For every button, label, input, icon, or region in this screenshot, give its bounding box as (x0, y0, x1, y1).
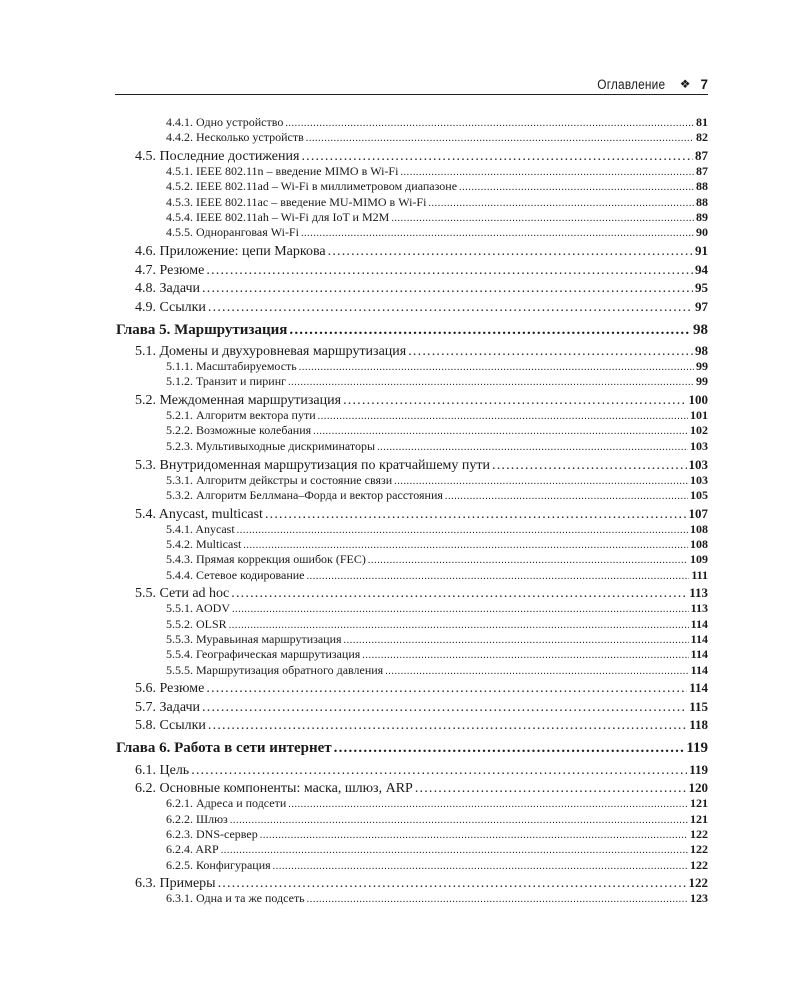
toc-entry-page: 120 (688, 780, 708, 796)
toc-entry-title: 4.4.2. Несколько устройств (166, 130, 304, 145)
toc-entry-page: 113 (689, 585, 708, 601)
dot-leader (428, 196, 694, 210)
toc-entry-page: 99 (696, 374, 708, 389)
dot-leader (408, 344, 693, 359)
toc-subsection-entry[interactable] (116, 130, 708, 145)
toc-entry-title: 4.6. Приложение: цепи Маркова (135, 244, 326, 260)
toc-subsection-entry[interactable] (116, 796, 708, 811)
toc-section-entry[interactable] (116, 699, 708, 715)
dot-leader (391, 211, 694, 225)
toc-entry-title: 6.1. Цель (135, 762, 190, 778)
toc-entry-title: 4.9. Ссылки (135, 299, 206, 315)
toc-entry-page: 99 (696, 359, 708, 374)
dot-leader (318, 409, 688, 423)
toc-subsection-entry[interactable] (116, 225, 708, 240)
toc-entry-page: 88 (696, 179, 708, 194)
toc-entry-title: 5.5. Сети ad hoc (135, 586, 230, 602)
toc-entry-page: 123 (690, 891, 708, 906)
toc-entry-page: 103 (690, 438, 708, 453)
dot-leader (307, 569, 690, 583)
running-header (115, 74, 708, 95)
toc-entry-title: 4.7. Резюме (135, 262, 205, 278)
table-of-contents (116, 115, 708, 907)
toc-entry-title: 6.2.1. Адреса и подсети (166, 796, 287, 811)
toc-entry-title: Глава 5. Маршрутизация (116, 321, 288, 338)
toc-entry-page: 101 (690, 408, 708, 423)
toc-entry-title: 6.2.2. Шлюз (166, 811, 228, 826)
toc-entry-title: 6.3. Примеры (135, 876, 216, 892)
toc-entry-page: 82 (696, 130, 708, 145)
toc-entry-title: 5.2.3. Мультивыходные дискриминаторы (166, 438, 376, 453)
toc-entry-title: 5.6. Резюме (135, 681, 205, 697)
toc-subsection-entry[interactable] (116, 210, 708, 225)
toc-subsection-entry[interactable] (116, 522, 708, 537)
toc-entry-title: 6.2. Основные компоненты: маска, шлюз, ARP (135, 781, 413, 797)
toc-section-entry[interactable] (116, 262, 708, 278)
toc-entry-title: 4.5.2. IEEE 802.11ad – Wi-Fi в миллиметровом диапазоне (166, 179, 458, 194)
toc-entry-page: 81 (696, 115, 708, 129)
toc-subsection-entry[interactable] (116, 891, 708, 906)
toc-entry-page: 108 (690, 536, 708, 551)
toc-entry-title: 5.2.2. Возможные колебания (166, 423, 312, 438)
dot-leader (285, 116, 694, 130)
toc-subsection-entry[interactable] (116, 601, 708, 616)
toc-entry-title: 5.2. Междоменная маршрутизация (135, 393, 342, 409)
dot-leader (492, 458, 687, 473)
dot-leader (202, 700, 687, 715)
toc-entry-page: 98 (695, 343, 708, 359)
toc-entry-title: 6.3.1. Одна и та же подсеть (166, 891, 305, 906)
dot-leader (208, 718, 687, 733)
toc-entry-title: 5.3.1. Алгоритм дейкстры и состояние связи (166, 472, 393, 487)
dot-leader (385, 664, 688, 678)
dot-leader (289, 319, 691, 341)
toc-entry-page: 87 (696, 164, 708, 179)
toc-entry-title: 4.8. Задачи (135, 281, 201, 297)
dot-leader (306, 131, 694, 145)
dot-leader (265, 507, 687, 522)
dot-leader (362, 648, 688, 662)
toc-entry-page: 119 (689, 761, 708, 777)
ornament-icon: ❖ (679, 77, 691, 91)
toc-entry-title: 5.5.5. Маршрутизация обратного давления (166, 662, 384, 677)
toc-section-entry[interactable] (116, 299, 708, 315)
toc-entry-page: 94 (695, 261, 708, 277)
toc-subsection-entry[interactable] (116, 195, 708, 210)
toc-entry-page: 114 (689, 680, 708, 696)
dot-leader (206, 681, 687, 696)
toc-chapter-entry[interactable] (116, 737, 708, 759)
toc-entry-page: 115 (689, 698, 708, 714)
toc-section-entry[interactable] (116, 392, 708, 408)
toc-entry-page: 118 (689, 717, 708, 733)
toc-section-entry[interactable] (116, 506, 708, 522)
dot-leader (368, 553, 688, 567)
dot-leader (232, 602, 689, 616)
dot-leader (243, 538, 688, 552)
toc-entry-title: 5.1.1. Масштабируемость (166, 359, 297, 374)
toc-subsection-entry[interactable] (116, 423, 708, 438)
toc-subsection-entry[interactable] (116, 663, 708, 678)
dot-leader (415, 781, 687, 796)
toc-entry-title: 5.4.2. Multicast (166, 536, 242, 551)
toc-entry-page: 121 (690, 796, 708, 811)
toc-subsection-entry[interactable] (116, 812, 708, 827)
toc-subsection-entry[interactable] (116, 568, 708, 583)
toc-subsection-entry[interactable] (116, 842, 708, 857)
dot-leader (221, 843, 688, 857)
toc-subsection-entry[interactable] (116, 115, 708, 130)
toc-entry-page: 91 (695, 243, 708, 259)
toc-entry-page: 122 (690, 826, 708, 841)
dot-leader (208, 300, 693, 315)
page-number: 7 (700, 76, 708, 92)
running-header-title: Оглавление (597, 76, 666, 92)
toc-entry-page: 122 (688, 875, 708, 891)
toc-entry-title: 5.7. Задачи (135, 699, 201, 715)
dot-leader (313, 424, 688, 438)
toc-entry-title: 5.8. Ссылки (135, 718, 206, 734)
dot-leader (229, 618, 689, 632)
toc-entry-title: 4.5.5. Одноранговая Wi-Fi (166, 225, 299, 240)
toc-subsection-entry[interactable] (116, 647, 708, 662)
toc-chapter-entry[interactable] (116, 319, 708, 341)
toc-entry-title: 5.4.4. Сетевое кодирование (166, 567, 305, 582)
toc-subsection-entry[interactable] (116, 827, 708, 842)
toc-section-entry[interactable] (116, 280, 708, 296)
toc-subsection-entry[interactable] (116, 164, 708, 179)
toc-section-entry[interactable] (116, 343, 708, 359)
dot-leader (344, 633, 689, 647)
dot-leader (301, 149, 693, 164)
toc-entry-page: 102 (690, 423, 708, 438)
toc-subsection-entry[interactable] (116, 552, 708, 567)
toc-entry-page: 108 (690, 521, 708, 536)
toc-entry-page: 88 (696, 194, 708, 209)
toc-subsection-entry[interactable] (116, 473, 708, 488)
toc-entry-page: 87 (695, 148, 708, 164)
toc-entry-title: 5.4.1. Anycast (166, 521, 235, 536)
dot-leader (301, 226, 694, 240)
toc-entry-page: 122 (690, 842, 708, 857)
toc-entry-page: 113 (690, 601, 708, 616)
toc-entry-title: 4.4.1. Одно устройство (166, 115, 284, 129)
dot-leader (191, 763, 687, 778)
dot-leader (237, 523, 688, 537)
toc-entry-title: 6.2.4. ARP (166, 842, 219, 857)
dot-leader (377, 440, 688, 454)
toc-entry-title: 5.4.3. Прямая коррекция ошибок (FEC) (166, 552, 366, 567)
toc-subsection-entry[interactable] (116, 408, 708, 423)
dot-leader (400, 165, 694, 179)
toc-entry-title: 5.5.2. OLSR (166, 616, 227, 631)
dot-leader (288, 797, 688, 811)
dot-leader (307, 892, 688, 906)
toc-subsection-entry[interactable] (116, 359, 708, 374)
toc-subsection-entry[interactable] (116, 858, 708, 873)
toc-entry-title: 4.5.1. IEEE 802.11n – введение MIMO в Wi-Fi (166, 164, 399, 179)
dot-leader (202, 281, 693, 296)
toc-entry-title: 5.2.1. Алгоритм вектора пути (166, 408, 316, 423)
dot-leader (288, 375, 694, 389)
toc-entry-page: 121 (690, 811, 708, 826)
toc-entry-page: 100 (688, 392, 708, 408)
toc-subsection-entry[interactable] (116, 632, 708, 647)
dot-leader (218, 876, 687, 891)
toc-entry-page: 114 (690, 647, 708, 662)
toc-subsection-entry[interactable] (116, 537, 708, 552)
toc-section-entry[interactable] (116, 243, 708, 259)
toc-entry-title: 5.5.3. Муравьиная маршрутизация (166, 631, 342, 646)
toc-entry-title: 6.2.3. DNS-сервер (166, 826, 258, 841)
toc-entry-page: 122 (690, 857, 708, 872)
toc-entry-title: 4.5. Последние достижения (135, 149, 300, 165)
dot-leader (273, 859, 688, 873)
dot-leader (206, 263, 693, 278)
dot-leader (231, 586, 687, 601)
toc-subsection-entry[interactable] (116, 617, 708, 632)
toc-entry-title: 4.5.4. IEEE 802.11ah – Wi-Fi для IoT и M2M (166, 209, 390, 224)
toc-section-entry[interactable] (116, 148, 708, 164)
toc-entry-page: 103 (690, 472, 708, 487)
toc-entry-title: 6.2.5. Конфигурация (166, 857, 271, 872)
dot-leader (459, 180, 694, 194)
toc-entry-title: 5.1.2. Транзит и пиринг (166, 374, 287, 389)
toc-entry-page: 98 (693, 321, 708, 338)
toc-entry-page: 95 (695, 280, 708, 296)
dot-leader (260, 828, 688, 842)
toc-entry-title: 5.4. Anycast, multicast (135, 506, 263, 522)
toc-entry-page: 97 (695, 298, 708, 314)
toc-entry-title: 5.3.2. Алгоритм Беллмана–Форда и вектор расстояния (166, 487, 443, 502)
toc-section-entry[interactable] (116, 762, 708, 778)
toc-entry-page: 111 (691, 567, 708, 582)
toc-section-entry[interactable] (116, 680, 708, 696)
toc-section-entry[interactable] (116, 780, 708, 796)
dot-leader (299, 360, 694, 374)
dot-leader (334, 737, 685, 759)
dot-leader (445, 489, 688, 503)
toc-entry-title: 5.3. Внутридоменная маршрутизация по кратчайшему пути (135, 457, 490, 473)
toc-entry-page: 114 (690, 631, 708, 646)
toc-subsection-entry[interactable] (116, 488, 708, 503)
toc-entry-page: 105 (690, 487, 708, 502)
toc-entry-title: 4.5.3. IEEE 802.11ac – введение MU-MIMO в Wi-Fi (166, 194, 427, 209)
dot-leader (230, 813, 688, 827)
toc-entry-page: 103 (688, 456, 708, 472)
toc-entry-page: 107 (688, 505, 708, 521)
toc-entry-page: 109 (690, 552, 708, 567)
toc-section-entry[interactable] (116, 875, 708, 891)
toc-subsection-entry[interactable] (116, 374, 708, 389)
toc-entry-title: Глава 6. Работа в сети интернет (116, 740, 332, 757)
toc-section-entry[interactable] (116, 717, 708, 733)
toc-section-entry[interactable] (116, 457, 708, 473)
toc-subsection-entry[interactable] (116, 179, 708, 194)
toc-entry-page: 114 (690, 662, 708, 677)
toc-entry-page: 90 (696, 225, 708, 240)
toc-entry-page: 89 (696, 209, 708, 224)
dot-leader (394, 474, 688, 488)
toc-entry-title: 5.5.4. Географическая маршрутизация (166, 647, 361, 662)
dot-leader (343, 393, 686, 408)
toc-entry-page: 119 (686, 740, 708, 757)
toc-entry-title: 5.5.1. AODV (166, 601, 231, 616)
toc-entry-title: 5.1. Домены и двухуровневая маршрутизация (135, 344, 407, 360)
toc-subsection-entry[interactable] (116, 439, 708, 454)
dot-leader (328, 244, 693, 259)
toc-entry-page: 114 (690, 616, 708, 631)
toc-section-entry[interactable] (116, 585, 708, 601)
